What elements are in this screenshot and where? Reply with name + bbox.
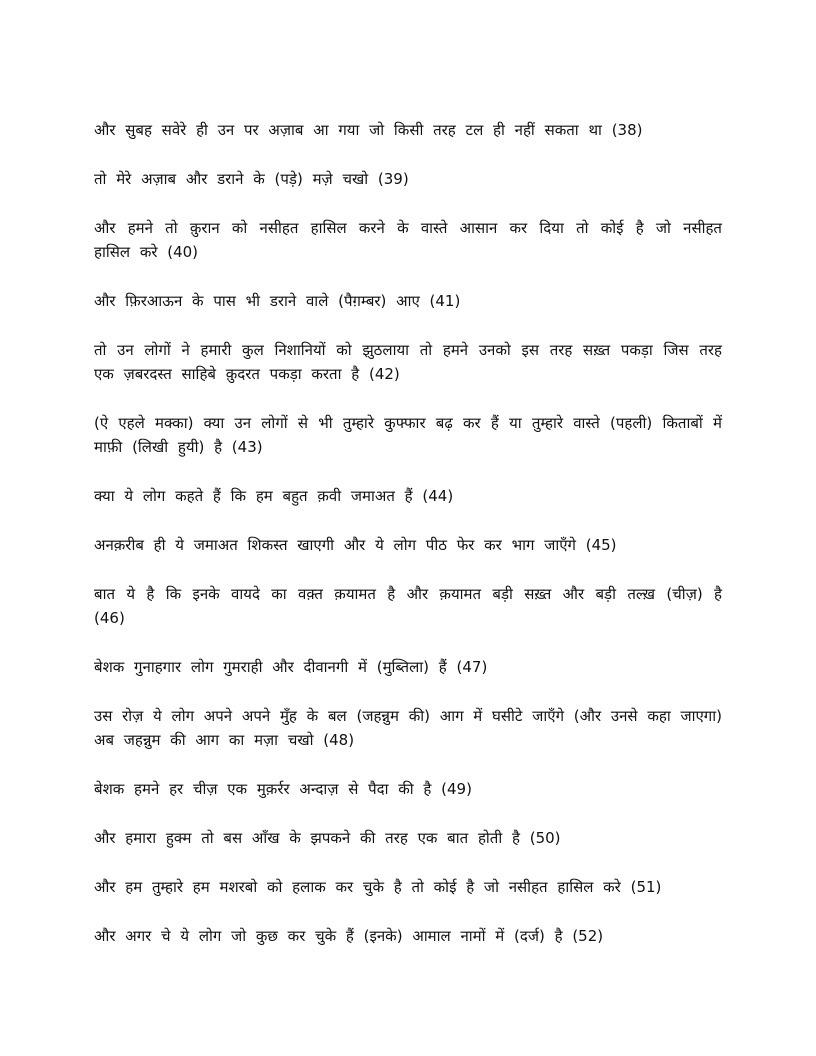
verse-39: तो मेरे अज़ाब और डराने के (पड़े) मज़े चखो (39): [94, 170, 409, 188]
verse-44: क्या ये लोग कहते हैं कि हम बहुत क़वी जमाअत हैं (44): [94, 487, 454, 505]
document-page: [94, 118, 722, 973]
verse-48: उस रोज़ ये लोग अपने अपने मुँह के बल (जहन्नुम की) आग में घसीटे जाएँगे (और उनसे कहा जाएगा) अब जहन्नुम की आग का मज़ा चखो (48): [94, 707, 722, 749]
verse-47: बेशक गुनाहगार लोग गुमराही और दीवानगी में (मुब्तिला) हैं (47): [94, 658, 488, 676]
verse-51: और हम तुम्हारे हम मशरबो को हलाक कर चुके है तो कोई है जो नसीहत हासिल करे (51): [94, 878, 662, 896]
verse-45: अनक़रीब ही ये जमाअत शिकस्त खाएगी और ये लोग पीठ फेर कर भाग जाएँगे (45): [94, 536, 617, 554]
verse-41: और फ़िरआऊन के पास भी डराने वाले (पैग़म्बर) आए (41): [94, 292, 461, 310]
verse-42: तो उन लोगों ने हमारी कुल निशानियों को झुठलाया तो हमने उनको इस तरह सख़्त पकड़ा जिस तरह एक ज़बरदस्त साहिबे क़ुदरत पकड़ा करता है (42): [94, 341, 722, 383]
verse-52: और अगर चे ये लोग जो कुछ कर चुके हैं (इनके) आमाल नामों में (दर्ज) है (52): [94, 927, 604, 945]
verse-50: और हमारा हुक्म तो बस आँख के झपकने की तरह एक बात होती है (50): [94, 829, 561, 847]
verse-49: बेशक हमने हर चीज़ एक मुक़र्रर अन्दाज़ से पैदा की है (49): [94, 780, 472, 798]
verse-43: (ऐ एहले मक्का) क्या उन लोगों से भी तुम्हारे कुफ्फार बढ़ कर हैं या तुम्हारे वास्ते (पहली) किताबों में माफ़ी (लिखी हुयी) है (43): [94, 414, 722, 456]
verse-40: और हमने तो क़ुरान को नसीहत हासिल करने के वास्ते आसान कर दिया तो कोई है जो नसीहत हासिल करे (40): [94, 219, 722, 261]
verse-38: और सुबह सवेरे ही उन पर अज़ाब आ गया जो किसी तरह टल ही नहीं सकता था (38): [94, 121, 643, 139]
verse-46: बात ये है कि इनके वायदे का वक़्त क़यामत है और क़यामत बड़ी सख़्त और बड़ी तल्ख़ (चीज़) है (46): [94, 585, 722, 627]
